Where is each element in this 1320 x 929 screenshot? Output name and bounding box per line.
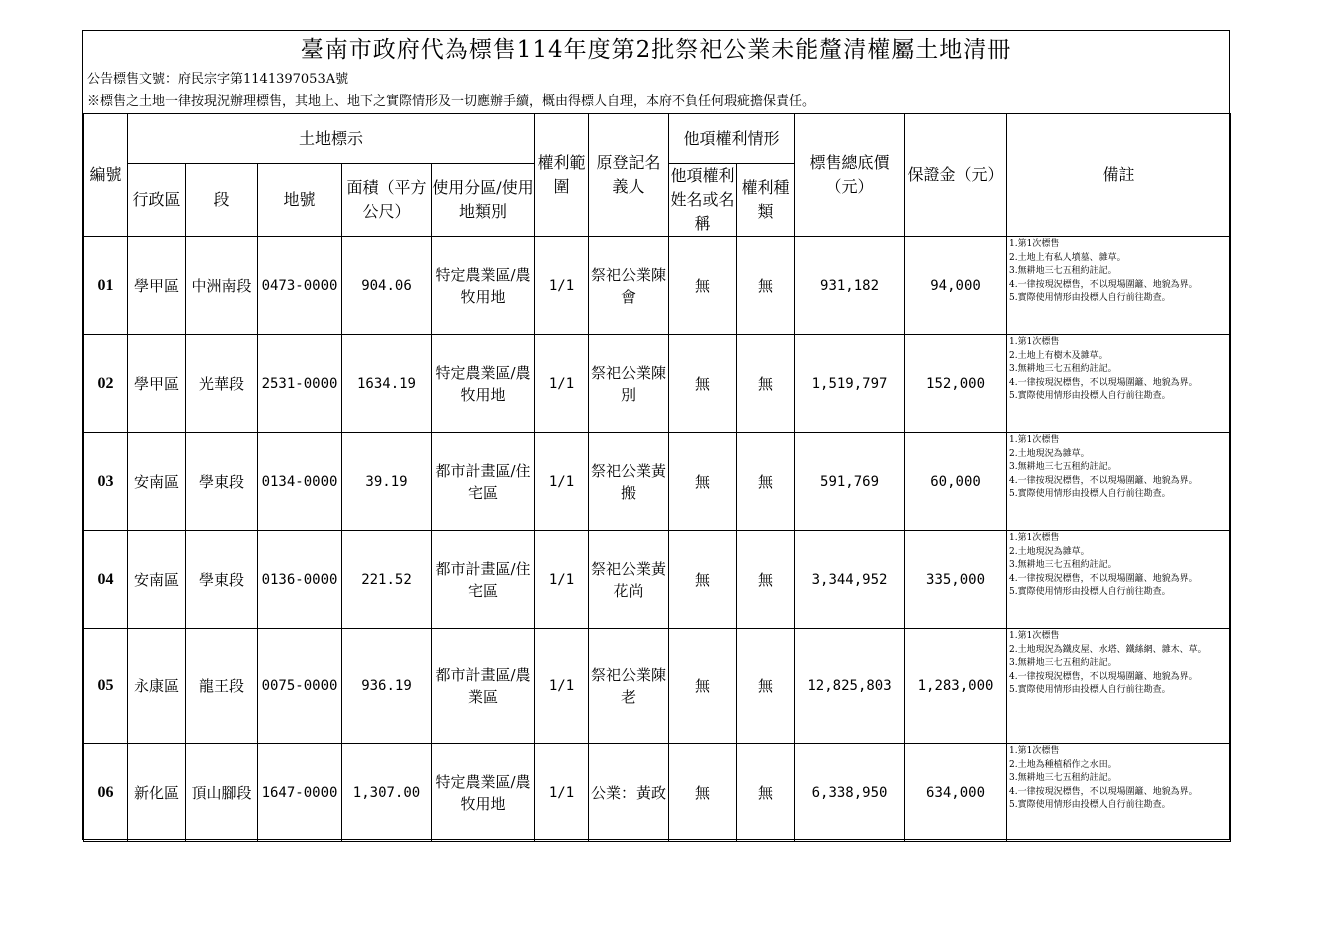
disclaimer: ※標售之土地一律按現況辦理標售，其地上、地下之實際情形及一切應辦手續，概由得標人自理，本府不負任何瑕疵擔保責任。: [87, 94, 816, 109]
district-cell: 新化區: [128, 744, 186, 842]
remark-line: 4.一律按現況標售，不以現場圍籬、地貌為界。: [1009, 377, 1198, 388]
section-cell: 光華段: [186, 335, 258, 433]
lot-number-cell: 0136-0000: [258, 531, 342, 629]
table-row: [84, 237, 1231, 335]
lot-number-cell: 0075-0000: [258, 629, 342, 744]
section-cell: 頂山腳段: [186, 744, 258, 842]
header-land-group: 土地標示: [128, 114, 535, 164]
remark-line: 1.第1次標售: [1009, 239, 1060, 249]
remark-line: 1.第1次標售: [1009, 631, 1060, 641]
other-rights-holder-cell: 無: [669, 629, 737, 744]
section-cell: 學東段: [186, 531, 258, 629]
deposit-cell: 1,283,000: [905, 629, 1007, 744]
header-rights-scope: 權利範圍: [535, 114, 589, 237]
rights-scope-cell: 1/1: [535, 744, 589, 842]
rights-type-cell: 無: [737, 433, 795, 531]
remark-line: 1.第1次標售: [1009, 533, 1060, 543]
land-list-table: [83, 113, 1231, 842]
table-row: [84, 335, 1231, 433]
original-owner-cell: 祭祀公業陳老: [589, 629, 669, 744]
header-rights-type: 權利種類: [737, 164, 795, 237]
rights-type-cell: 無: [737, 335, 795, 433]
original-owner-cell: 公業：黃政: [589, 744, 669, 842]
header-lot: 地號: [258, 164, 342, 237]
base-price-cell: 3,344,952: [795, 531, 905, 629]
remark-line: 1.第1次標售: [1009, 435, 1060, 445]
remark-line: 2.土地為種植稻作之水田。: [1009, 759, 1117, 770]
original-owner-cell: 祭祀公業陳會: [589, 237, 669, 335]
deposit-cell: 94,000: [905, 237, 1007, 335]
district-cell: 學甲區: [128, 335, 186, 433]
remark-line: 4.一律按現況標售，不以現場圍籬、地貌為界。: [1009, 573, 1198, 584]
zoning-cell: 都市計畫區/住宅區: [432, 531, 535, 629]
remark-line: 3.無耕地三七五租約註記。: [1009, 364, 1117, 374]
row-number: 01: [84, 237, 128, 335]
remark-line: 4.一律按現況標售，不以現場圍籬、地貌為界。: [1009, 279, 1198, 290]
remarks-cell: [1007, 744, 1231, 842]
remark-line: 5.實際使用情形由投標人自行前往勘查。: [1009, 800, 1171, 810]
table-row: [84, 744, 1231, 842]
table-row: [84, 433, 1231, 531]
remarks-cell: [1007, 237, 1231, 335]
zoning-cell: 特定農業區/農牧用地: [432, 335, 535, 433]
base-price-cell: 1,519,797: [795, 335, 905, 433]
remark-line: 4.一律按現況標售，不以現場圍籬、地貌為界。: [1009, 671, 1198, 682]
base-price-cell: 6,338,950: [795, 744, 905, 842]
remark-line: 5.實際使用情形由投標人自行前往勘查。: [1009, 587, 1171, 597]
lot-number-cell: 0473-0000: [258, 237, 342, 335]
base-price-cell: 931,182: [795, 237, 905, 335]
area-cell: 1,307.00: [342, 744, 432, 842]
remark-line: 3.無耕地三七五租約註記。: [1009, 560, 1117, 570]
document-sheet: [82, 30, 1230, 840]
deposit-cell: 152,000: [905, 335, 1007, 433]
remarks-cell: [1007, 335, 1231, 433]
zoning-cell: 特定農業區/農牧用地: [432, 237, 535, 335]
header-section: 段: [186, 164, 258, 237]
row-number: 03: [84, 433, 128, 531]
rights-type-cell: 無: [737, 531, 795, 629]
other-rights-holder-cell: 無: [669, 531, 737, 629]
original-owner-cell: 祭祀公業黃搬: [589, 433, 669, 531]
zoning-cell: 特定農業區/農牧用地: [432, 744, 535, 842]
original-owner-cell: 祭祀公業黃花尚: [589, 531, 669, 629]
lot-number-cell: 1647-0000: [258, 744, 342, 842]
header-other-rights-holder: 他項權利姓名或名稱: [669, 164, 737, 237]
district-cell: 安南區: [128, 531, 186, 629]
area-cell: 936.19: [342, 629, 432, 744]
lot-number-cell: 0134-0000: [258, 433, 342, 531]
remarks-cell: [1007, 629, 1231, 744]
rights-scope-cell: 1/1: [535, 335, 589, 433]
remark-line: 1.第1次標售: [1009, 337, 1060, 347]
remark-line: 3.無耕地三七五租約註記。: [1009, 658, 1117, 668]
remark-line: 4.一律按現況標售，不以現場圍籬、地貌為界。: [1009, 475, 1198, 486]
rights-scope-cell: 1/1: [535, 629, 589, 744]
row-number: 04: [84, 531, 128, 629]
row-number: 02: [84, 335, 128, 433]
district-cell: 安南區: [128, 433, 186, 531]
rights-type-cell: 無: [737, 629, 795, 744]
area-cell: 39.19: [342, 433, 432, 531]
remark-line: 2.土地現況為鐵皮屋、水塔、鐵絲網、雜木、草。: [1009, 644, 1207, 655]
deposit-cell: 634,000: [905, 744, 1007, 842]
rights-type-cell: 無: [737, 744, 795, 842]
remark-line: 5.實際使用情形由投標人自行前往勘查。: [1009, 489, 1171, 499]
rights-scope-cell: 1/1: [535, 433, 589, 531]
header-area: 面積（平方公尺）: [342, 164, 432, 237]
remark-line: 2.土地上有樹木及雜草。: [1009, 350, 1108, 361]
deposit-cell: 335,000: [905, 531, 1007, 629]
zoning-cell: 都市計畫區/農業區: [432, 629, 535, 744]
remarks-cell: [1007, 531, 1231, 629]
section-cell: 龍王段: [186, 629, 258, 744]
base-price-cell: 591,769: [795, 433, 905, 531]
area-cell: 904.06: [342, 237, 432, 335]
remark-line: 2.土地上有私人墳墓、雜草。: [1009, 252, 1126, 263]
table-row: [84, 629, 1231, 744]
section-cell: 中洲南段: [186, 237, 258, 335]
lot-number-cell: 2531-0000: [258, 335, 342, 433]
base-price-cell: 12,825,803: [795, 629, 905, 744]
remarks-cell: [1007, 433, 1231, 531]
page-title: 臺南市政府代為標售114年度第2批祭祀公業未能釐清權屬土地清冊: [300, 37, 1012, 63]
remark-line: 2.土地現況為雜草。: [1009, 448, 1090, 459]
area-cell: 1634.19: [342, 335, 432, 433]
row-number: 05: [84, 629, 128, 744]
header-other-rights-group: 他項權利情形: [669, 114, 795, 164]
other-rights-holder-cell: 無: [669, 237, 737, 335]
remark-line: 4.一律按現況標售，不以現場圍籬、地貌為界。: [1009, 786, 1198, 797]
row-number: 06: [84, 744, 128, 842]
remark-line: 5.實際使用情形由投標人自行前往勘查。: [1009, 391, 1171, 401]
announcement-number: 公告標售文號：府民宗字第1141397053A號: [87, 72, 349, 87]
deposit-cell: 60,000: [905, 433, 1007, 531]
header-base-price: 標售總底價（元）: [795, 114, 905, 237]
header-zoning: 使用分區/使用地類別: [432, 164, 535, 237]
header-remarks: 備註: [1007, 114, 1231, 237]
rights-type-cell: 無: [737, 237, 795, 335]
remark-line: 1.第1次標售: [1009, 746, 1060, 756]
other-rights-holder-cell: 無: [669, 744, 737, 842]
header-original-owner: 原登記名義人: [589, 114, 669, 237]
remark-line: 2.土地現況為雜草。: [1009, 546, 1090, 557]
rights-scope-cell: 1/1: [535, 237, 589, 335]
other-rights-holder-cell: 無: [669, 433, 737, 531]
remark-line: 3.無耕地三七五租約註記。: [1009, 462, 1117, 472]
remark-line: 5.實際使用情形由投標人自行前往勘查。: [1009, 685, 1171, 695]
rights-scope-cell: 1/1: [535, 531, 589, 629]
other-rights-holder-cell: 無: [669, 335, 737, 433]
remark-line: 3.無耕地三七五租約註記。: [1009, 266, 1117, 276]
header-deposit: 保證金（元）: [905, 114, 1007, 237]
district-cell: 永康區: [128, 629, 186, 744]
header-district: 行政區: [128, 164, 186, 237]
district-cell: 學甲區: [128, 237, 186, 335]
table-row: [84, 531, 1231, 629]
remark-line: 3.無耕地三七五租約註記。: [1009, 773, 1117, 783]
area-cell: 221.52: [342, 531, 432, 629]
header-no: 編號: [84, 114, 128, 237]
original-owner-cell: 祭祀公業陳別: [589, 335, 669, 433]
remark-line: 5.實際使用情形由投標人自行前往勘查。: [1009, 293, 1171, 303]
zoning-cell: 都市計畫區/住宅區: [432, 433, 535, 531]
section-cell: 學東段: [186, 433, 258, 531]
